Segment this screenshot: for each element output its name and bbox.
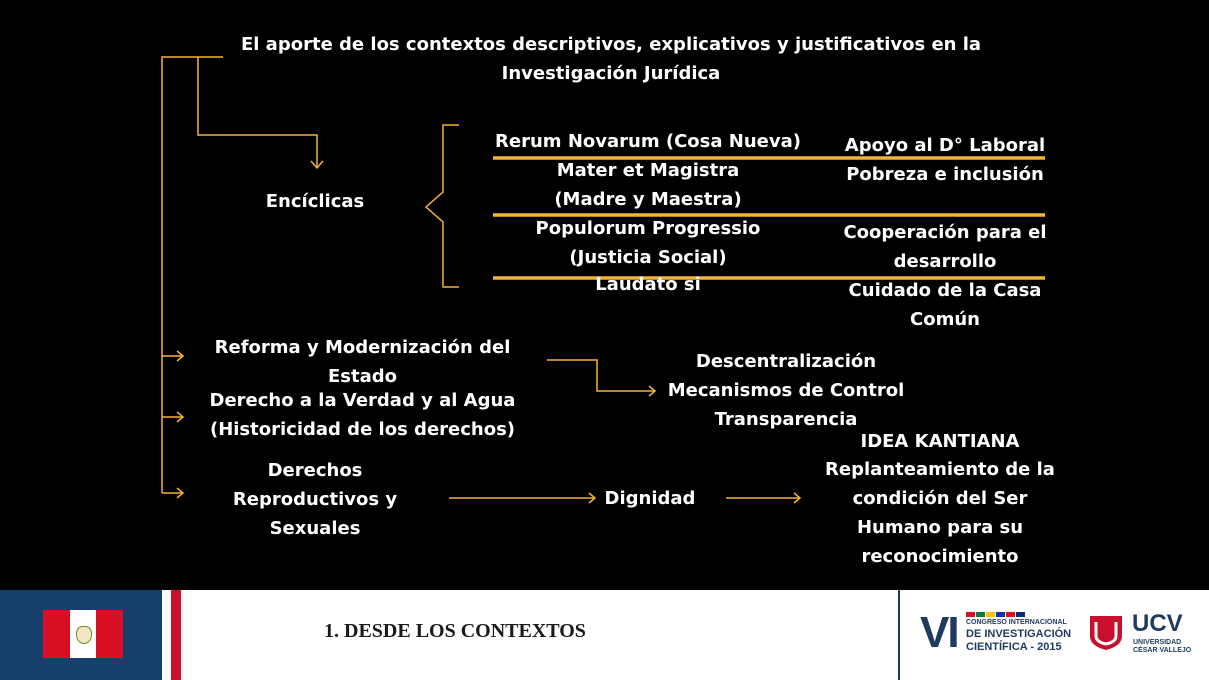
flag-panel	[0, 590, 162, 680]
diagram-title-line2: Investigación Jurídica	[501, 63, 721, 84]
node-derecho-l1: Derecho a la Verdad y al Agua	[209, 390, 516, 411]
node-mater-l1: Mater et Magistra	[556, 160, 740, 181]
node-coop-l1: Cooperación para el	[843, 222, 1047, 243]
congress-logo-line3: CIENTÍFICA - 2015	[966, 641, 1062, 653]
footer-bar	[0, 590, 1209, 680]
node-cuidado-l1: Cuidado de la Casa	[848, 280, 1042, 301]
node-mater-l2: (Madre y Maestra)	[554, 189, 742, 210]
node-dignidad: Dignidad	[604, 488, 696, 509]
node-repro-l2: Reproductivos y	[232, 489, 398, 510]
node-repro-l1: Derechos	[267, 460, 363, 481]
node-populorum-l1: Populorum Progressio	[535, 218, 761, 239]
ucv-logo-sub2: CÉSAR VALLEJO	[1133, 647, 1192, 654]
diagram-title-line1: El aporte de los contextos descriptivos, explicativos y justificativos en la	[240, 34, 982, 55]
node-rerum: Rerum Novarum (Cosa Nueva)	[495, 131, 801, 152]
node-derecho-l2: (Historicidad de los derechos)	[209, 419, 516, 440]
node-repro-l3: Sexuales	[269, 518, 361, 539]
node-replant-l1: Replanteamiento de la	[825, 459, 1055, 480]
congress-logo-vi: VI	[920, 608, 958, 657]
node-reforma-l2: Estado	[327, 366, 397, 387]
ucv-logo-text: UCV	[1132, 610, 1183, 637]
node-replant-l2: condición del Ser	[852, 488, 1028, 509]
node-idea-kantiana: IDEA KANTIANA	[860, 431, 1020, 452]
node-transparencia: Transparencia	[714, 409, 858, 430]
node-enciclicas: Encíclicas	[265, 191, 365, 212]
node-reforma-l1: Reforma y Modernización del	[214, 337, 511, 358]
red-accent-bar	[171, 590, 181, 680]
node-replant-l4: reconocimiento	[861, 546, 1019, 567]
peru-flag-icon	[43, 610, 123, 658]
node-populorum-l2: (Justicia Social)	[569, 247, 727, 268]
country-flags-icon	[966, 612, 1025, 617]
ucv-shield-icon	[1088, 612, 1124, 652]
node-replant-l3: Humano para su	[856, 517, 1024, 538]
node-mecanismos: Mecanismos de Control	[667, 380, 905, 401]
node-descentralizacion: Descentralización	[695, 351, 877, 372]
node-cuidado-l2: Común	[910, 309, 980, 330]
node-apoyo: Apoyo al D° Laboral	[844, 135, 1046, 156]
footer-divider	[898, 590, 900, 680]
congress-logo-line1: CONGRESO INTERNACIONAL	[966, 619, 1067, 626]
node-pobreza: Pobreza e inclusión	[846, 164, 1044, 185]
ucv-logo-sub1: UNIVERSIDAD	[1133, 639, 1182, 646]
node-coop-l2: desarrollo	[893, 251, 997, 272]
node-laudato: Laudato si	[595, 274, 701, 295]
congress-logo-line2: DE INVESTIGACIÓN	[966, 628, 1072, 640]
footer-title: 1. DESDE LOS CONTEXTOS	[324, 620, 586, 642]
